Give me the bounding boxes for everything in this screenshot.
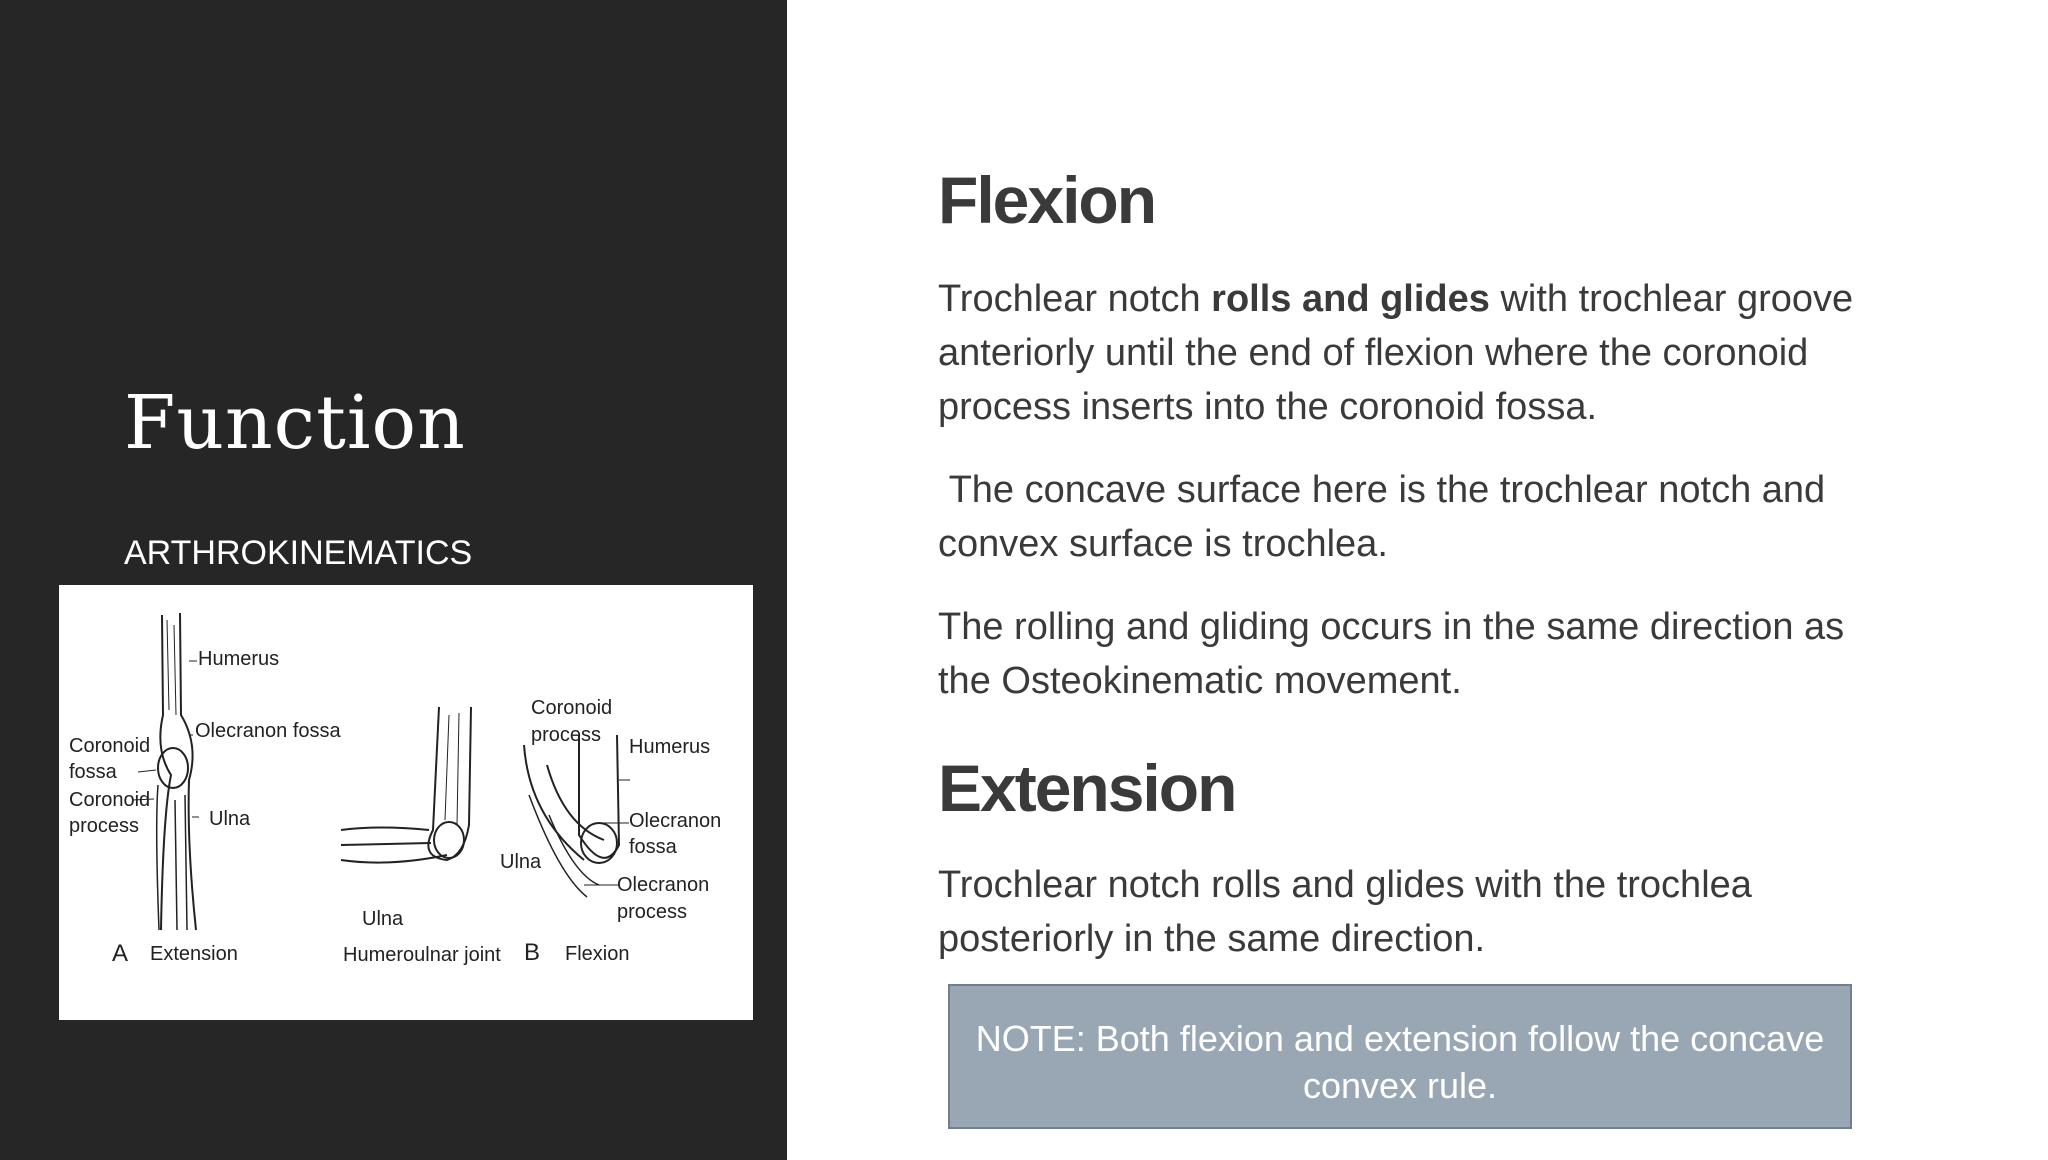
label-coronoid-fossa-a1: Coronoid <box>69 735 151 757</box>
label-ulna-b: Ulna <box>500 851 542 873</box>
label-olecranon-process-b2: process <box>617 901 688 923</box>
caption-a-letter: A <box>112 940 129 967</box>
slide-title: Function <box>124 380 466 466</box>
elbow-diagram-drawing <box>59 585 753 1020</box>
flexion-p1-pre: Trochlear notch <box>938 278 1212 320</box>
note-box <box>948 984 1852 1129</box>
label-coronoid-process-b2: process <box>531 724 602 746</box>
caption-a: Extension <box>150 943 238 965</box>
slide-subtitle: ARTHROKINEMATICS <box>124 534 473 572</box>
humerus-a-shape <box>160 615 171 930</box>
caption-b-letter: B <box>524 939 541 966</box>
label-ulna-mid: Ulna <box>362 908 404 930</box>
caption-mid: Humeroulnar joint <box>343 944 501 966</box>
label-olecranon-fossa-b2: fossa <box>629 836 677 858</box>
label-olecranon-fossa-b1: Olecranon <box>629 810 722 832</box>
flexion-heading: Flexion <box>938 163 1156 237</box>
left-panel <box>0 0 787 1160</box>
extension-heading: Extension <box>938 751 1236 825</box>
label-coronoid-fossa-a2: fossa <box>69 761 117 783</box>
label-olecranon-process-b1: Olecranon <box>617 874 710 896</box>
note-text: NOTE: Both flexion and extension follow the concave convex rule. <box>975 1018 1825 1106</box>
flexion-p1-post: with trochlear groove anteriorly until the end of flexion where the coronoid process inserts into the coronoid fossa. <box>938 278 1854 428</box>
flexion-paragraph-3: The rolling and gliding occurs in the same direction as the Osteokinematic movement. <box>938 606 1845 702</box>
label-coronoid-process-b1: Coronoid <box>531 697 613 719</box>
extension-paragraph-1: Trochlear notch rolls and glides with the trochlea posteriorly in the same direction. <box>938 864 1752 960</box>
flexion-paragraph-2: The concave surface here is the trochlear notch and convex surface is trochlea. <box>938 469 1836 565</box>
label-humerus-b: Humerus <box>629 736 711 758</box>
flexion-p1-bold: rolls and glides <box>1211 278 1490 320</box>
label-coronoid-process-a2: process <box>69 815 140 837</box>
label-humerus-a: Humerus <box>198 648 280 670</box>
label-coronoid-process-a1: Coronoid <box>69 789 151 811</box>
elbow-diagram <box>59 585 753 1020</box>
caption-b: Flexion <box>565 943 630 965</box>
label-ulna-a: Ulna <box>209 808 251 830</box>
label-olecranon-fossa-a: Olecranon fossa <box>195 720 341 742</box>
flexion-paragraph-1 <box>938 272 1868 434</box>
